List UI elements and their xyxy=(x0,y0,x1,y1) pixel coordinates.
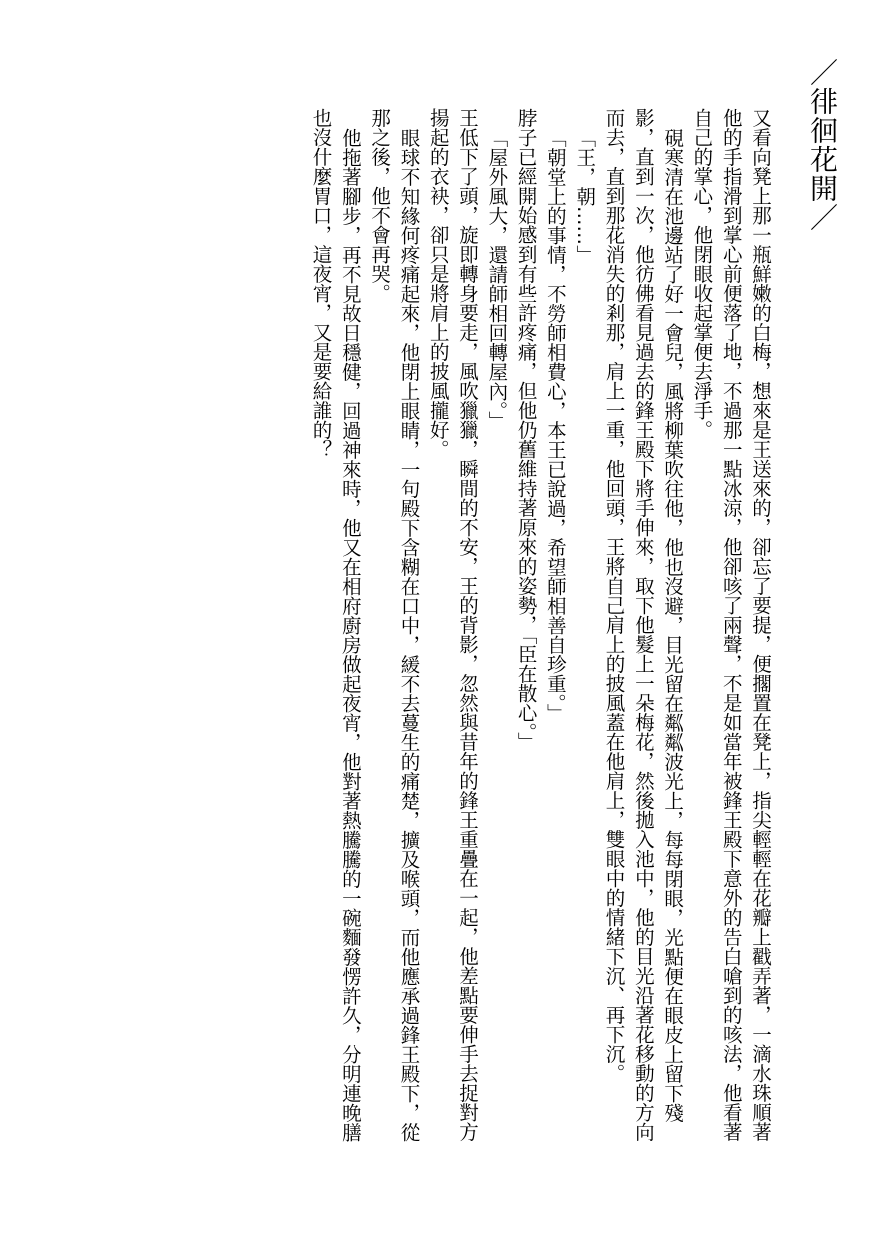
paragraph: 「朝堂上的事情，不勞師相費心，本王已說過，希望師相善自珍重。」 xyxy=(543,127,567,723)
paragraph: 又看向凳上那一瓶鮮嫩的白梅，想來是王送來的，卻忘了要提，便擱置在凳上，指尖輕輕在花瓣上戳弄著，一滴水珠順著他的手指滑到掌心前便落了地，不過那一點冰涼，他卻咳了兩聲，不是如當年被鋒王殿下意外的告白嗆到的咳法，他看著自己的掌心，他閉眼收起掌便去淨手。 xyxy=(690,108,772,1142)
paragraph: 王低下了頭，旋即轉身要走，風吹獵獵，瞬間的不安，王的背影，忽然與昔年的鋒王重疊在一起，他差點要伸手去捉對方揚起的衣袂，卻只是將肩上的披風攏好。 xyxy=(426,108,480,1142)
chapter-title: ／徘徊花開／ xyxy=(806,58,839,232)
paragraph: 硯寒清在池邊站了好一會兒，風將柳葉吹往他，他也沒避，目光留在粼粼波光上，每每閉眼，光點便在眼皮上留下殘影，直到一次，他彷佛看見過去的鋒王殿下將手伸來，取下他髮上一朵梅花，然後拋入池中，他的目光沿著花移動的方向而去，直到那花消失的剎那，肩上一重，他回頭，王將自己肩上的披風蓋在他肩上，雙眼中的情緒下沉、再下沉。 xyxy=(602,108,685,1142)
paragraph: 眼球不知緣何疼痛起來，他閉上眼睛，一句殿下含糊在口中，緩不去蔓生的痛楚，擴及喉頭，而他應承過鋒王殿下，從那之後，他不會再哭。 xyxy=(368,108,421,1142)
paragraph: 「屋外風大，還請師相回轉屋內。」 xyxy=(485,127,509,430)
paragraph: 他拖著腳步，再不見故日穩健，回過神來時，他又在相府廚房做起夜宵，他對著熱騰騰的一碗麵發愣許久，分明連晚膳也沒什麼胃口，這夜宵，又是要給誰的？ xyxy=(309,108,362,1142)
paragraph: 脖子已經開始感到有些許疼痛，但他仍舊維持著原來的姿勢，「臣在散心。」 xyxy=(514,108,538,752)
paragraph: 「王，朝……」 xyxy=(573,127,597,264)
body-text xyxy=(306,108,775,1148)
